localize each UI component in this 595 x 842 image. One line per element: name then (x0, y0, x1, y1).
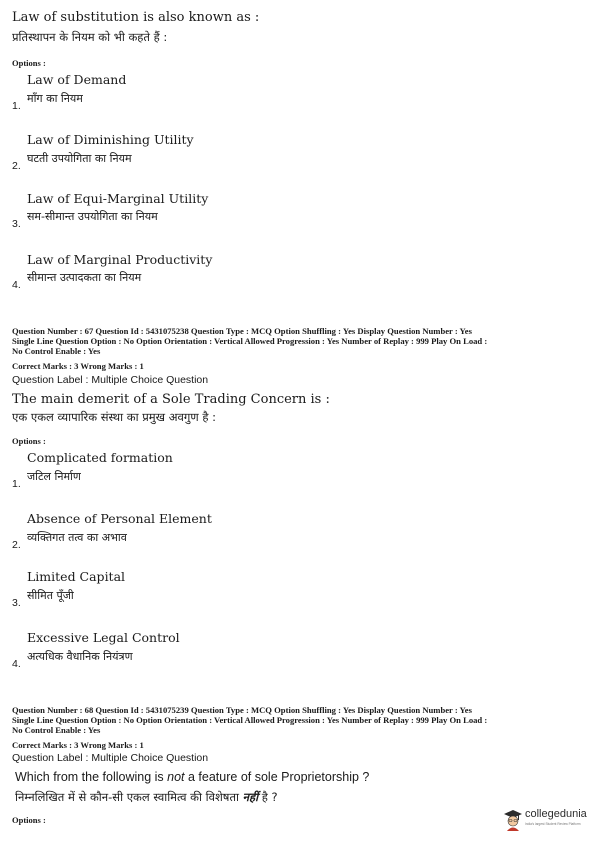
option-text-hi: अत्यधिक वैधानिक नियंत्रण (27, 650, 133, 663)
option-text-en: Limited Capital (27, 569, 126, 584)
option-text-hi: सीमान्त उत्पादकता का नियम (27, 271, 142, 284)
question-68-meta-line-3: No Control Enable : Yes (12, 725, 101, 735)
emphasis-not: not (167, 770, 185, 784)
question-67-text-hi: एक एकल व्यापारिक संस्था का प्रमुख अवगुण है : (12, 410, 216, 424)
option-text-hi: जटिल निर्माण (27, 470, 81, 483)
option-number: 2. (12, 539, 21, 551)
option-text-hi: सीमित पूँजी (27, 589, 74, 602)
question-67-meta-line-3: No Control Enable : Yes (12, 346, 101, 356)
question-68-text-en (15, 770, 369, 784)
text-part: a feature of sole Proprietorship ? (184, 770, 370, 784)
logo-tagline: India's largest Student Review Platform (525, 822, 581, 826)
text-part: है ? (258, 790, 278, 804)
question-68-options-label: Options : (12, 815, 46, 825)
graduate-mascot-icon (503, 807, 523, 831)
collegedunia-logo (503, 806, 595, 832)
option-text-hi: माँग का नियम (27, 92, 83, 105)
question-68-meta-line-2: Single Line Question Option : No Option Orientation : Vertical Allowed Progression : Yes Number of Replay : 999 Play On Load : (12, 715, 488, 725)
option-text-en: Law of Demand (27, 72, 127, 87)
question-67-marks: Correct Marks : 3 Wrong Marks : 1 (12, 361, 144, 371)
question-66-options-label: Options : (12, 58, 46, 68)
option-text-en: Absence of Personal Element (27, 511, 212, 526)
question-67-meta-line-2: Single Line Question Option : No Option Orientation : Vertical Allowed Progression : Yes Number of Replay : 999 Play On Load : (12, 336, 488, 346)
logo-name: collegedunia (525, 808, 587, 820)
question-66-text-hi: प्रतिस्थापन के नियम को भी कहते हैं : (12, 30, 168, 44)
option-number: 3. (12, 597, 21, 609)
question-66-text-en: Law of substitution is also known as : (12, 10, 260, 25)
question-67-options-label: Options : (12, 436, 46, 446)
question-68-marks: Correct Marks : 3 Wrong Marks : 1 (12, 740, 144, 750)
option-text-en: Complicated formation (27, 450, 173, 465)
question-67-meta-line-1: Question Number : 67 Question Id : 5431075238 Question Type : MCQ Option Shuffling : Yes Display Question Number : Yes (12, 326, 472, 336)
question-68-text-hi (15, 790, 278, 805)
text-part: Which from the following is (15, 770, 168, 784)
question-67-label: Question Label : Multiple Choice Question (12, 374, 209, 386)
option-text-hi: घटती उपयोगिता का नियम (27, 152, 132, 165)
option-text-en: Law of Equi-Marginal Utility (27, 191, 209, 206)
question-67-text-en: The main demerit of a Sole Trading Concern is : (12, 392, 330, 407)
option-text-hi: व्यक्तिगत तत्व का अभाव (27, 531, 127, 544)
option-text-hi: सम-सीमान्त उपयोगिता का नियम (27, 210, 158, 223)
option-number: 2. (12, 160, 21, 172)
option-number: 4. (12, 279, 21, 291)
option-text-en: Law of Marginal Productivity (27, 252, 213, 267)
option-number: 4. (12, 658, 21, 670)
option-number: 1. (12, 100, 21, 112)
question-68-label: Question Label : Multiple Choice Question (12, 752, 209, 764)
option-text-en: Excessive Legal Control (27, 630, 180, 645)
text-part: निम्नलिखित में से कौन-सी एकल स्वामित्व की विशेषता (15, 790, 243, 804)
option-number: 1. (12, 478, 21, 490)
option-text-en: Law of Diminishing Utility (27, 132, 194, 147)
question-68-meta-line-1: Question Number : 68 Question Id : 5431075239 Question Type : MCQ Option Shuffling : Yes Display Question Number : Yes (12, 705, 472, 715)
option-number: 3. (12, 218, 21, 230)
emphasis-nahin: नहीं (242, 790, 259, 804)
